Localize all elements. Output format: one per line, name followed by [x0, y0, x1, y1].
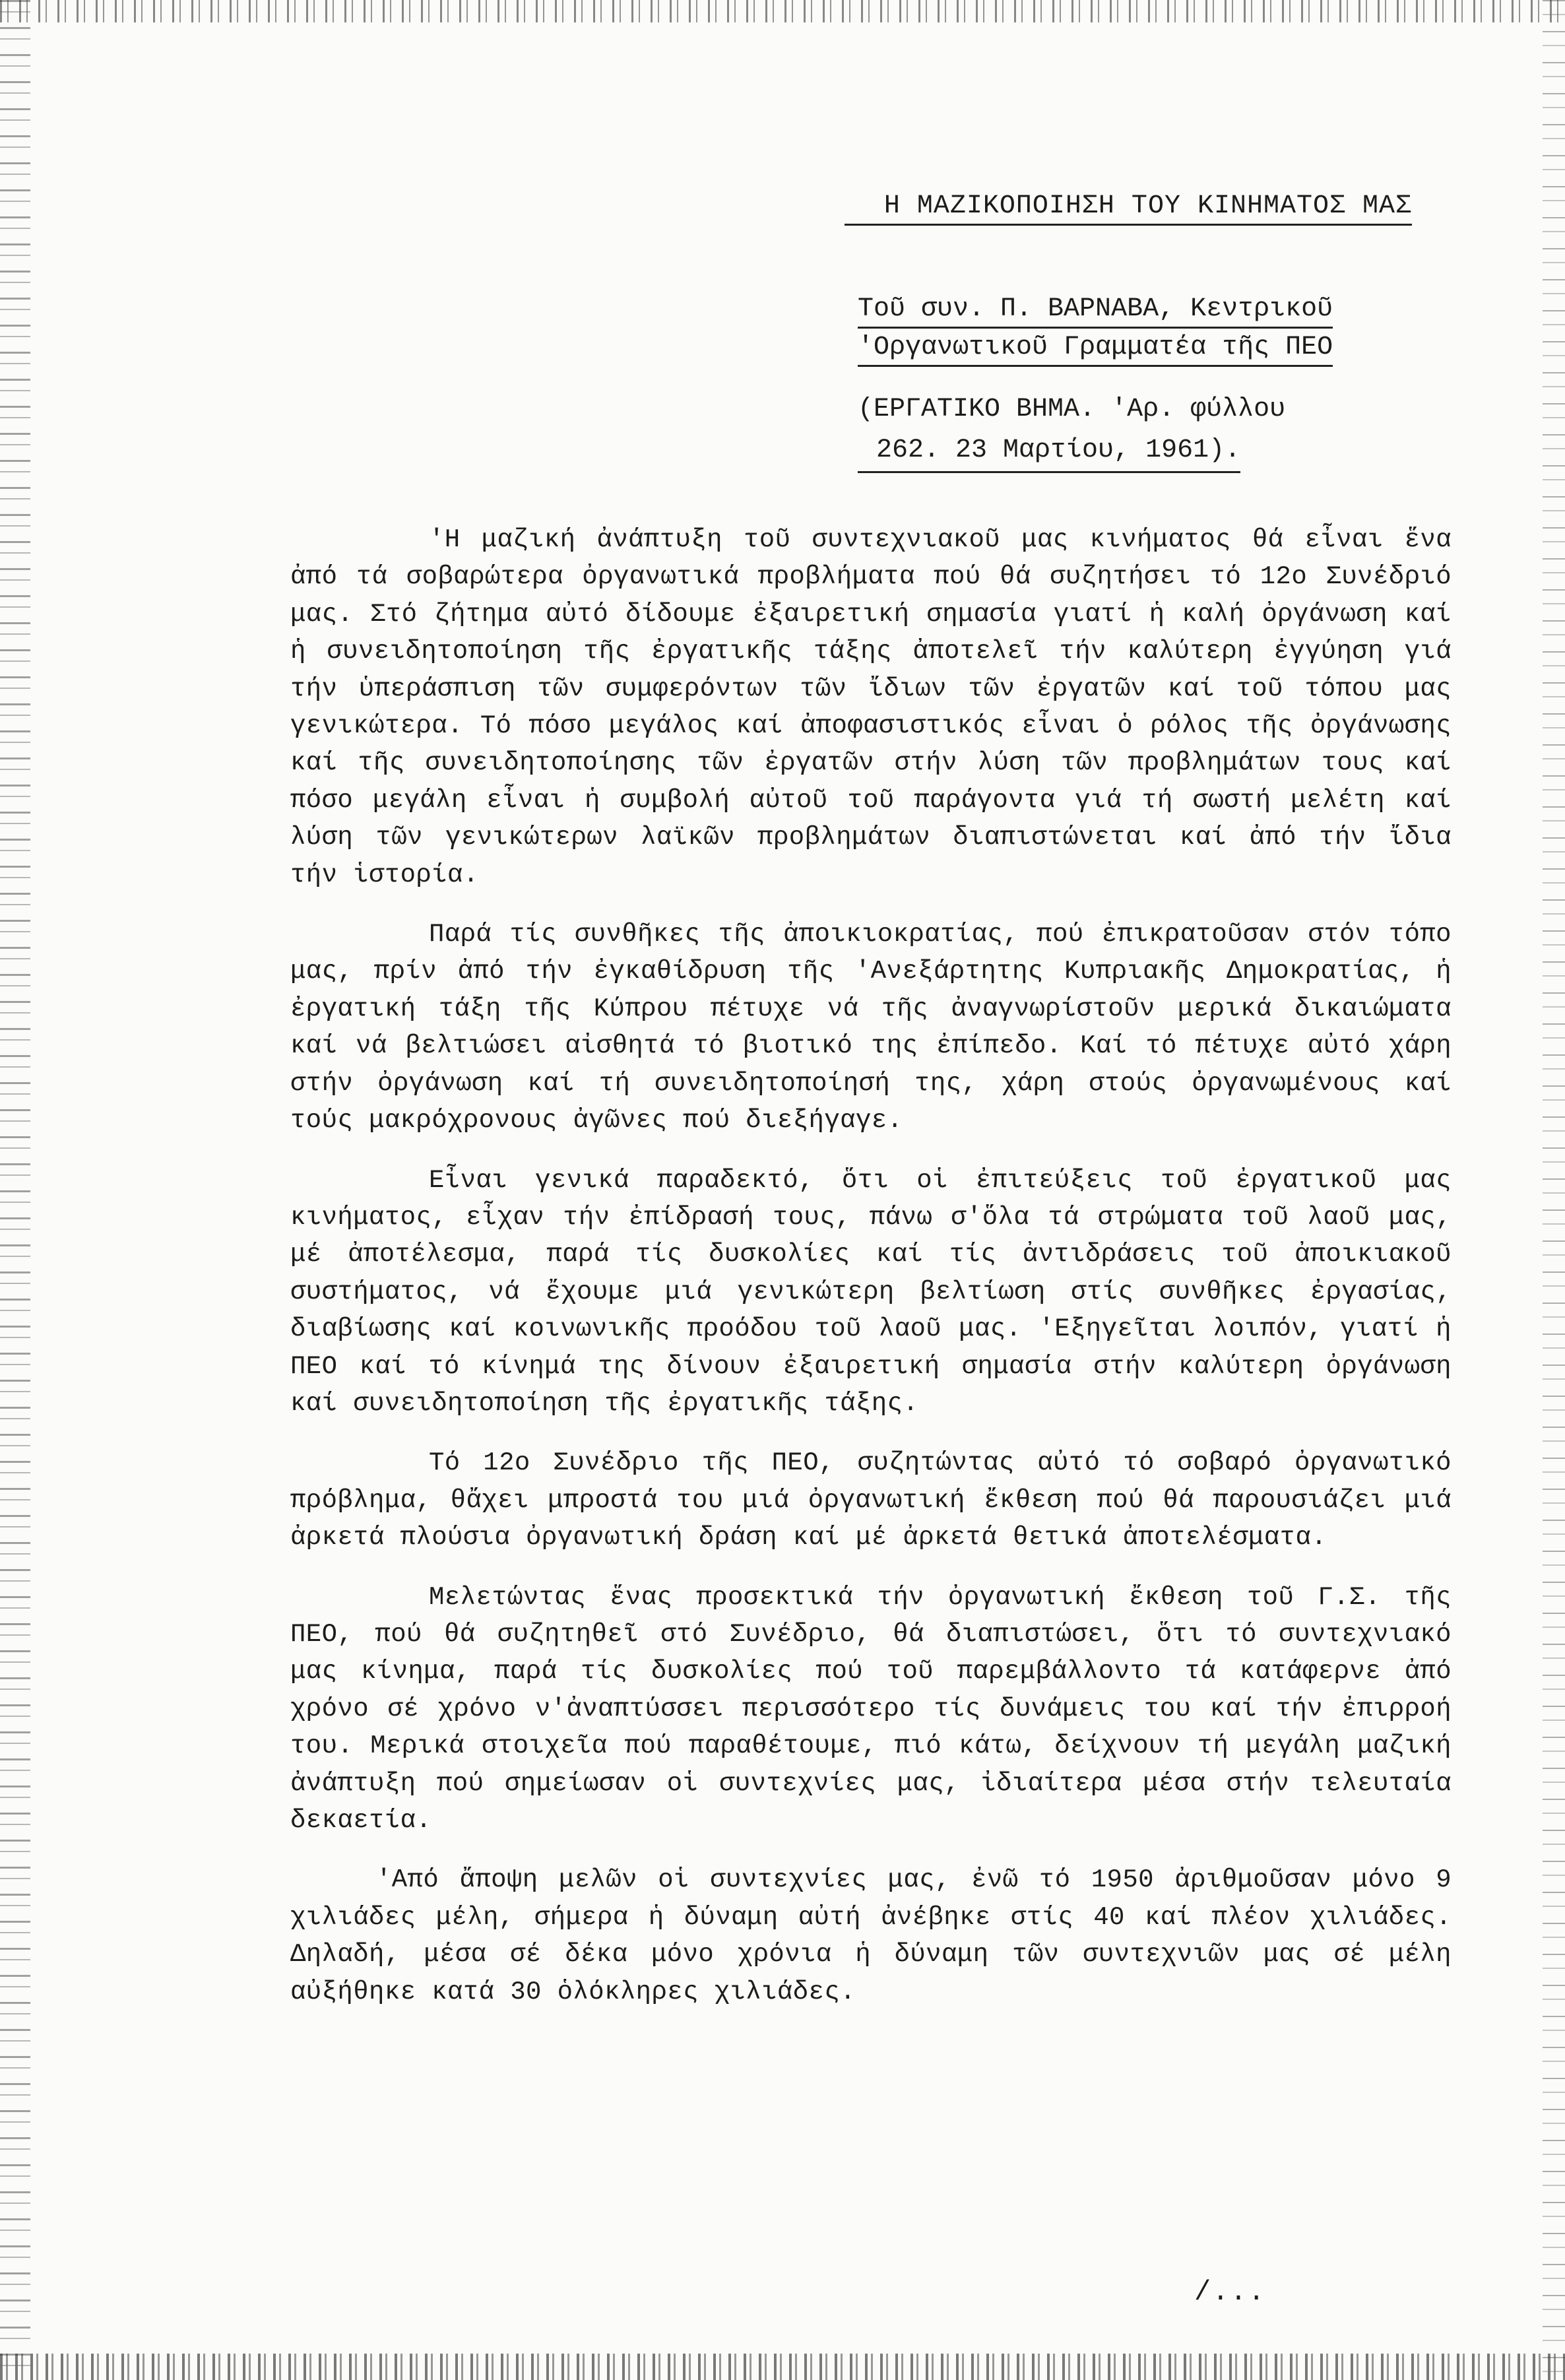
document-title: Η ΜΑΖΙΚΟΠΟΙΗΣΗ ΤΟΥ ΚΙΝΗΜΑΤΟΣ ΜΑΣ [845, 191, 1412, 226]
paragraph-1: 'Η μαζική ἀνάπτυξη τοῦ συντεχνιακοῦ μας κινήματος θά εἶναι ἕνα ἀπό τά σοβαρώτερα ὀργανωτικά προβλήματα πού θά συζητήσει τό 12ο Συνέδριό μας. Στό ζήτημα αὐτό δίδουμε ἐξαιρετική σημασία γιατί ἡ καλή ὀργάνωση καί ἡ συνειδητοποίηση τῆς ἐργατικῆς τάξης ἀποτελεῖ τήν καλύτερη ἐγγύηση γιά τήν ὑπεράσπιση τῶν συμφερόντων τῶν ἴδιων τῶν ἐργατῶν καί τοῦ τόπου μας γενικώτερα. Τό πόσο μεγάλος καί ἀποφασιστικός εἶναι ὁ ρόλος τῆς ὀργάνωσης καί τῆς συνειδητοποίησης τῶν ἐργατῶν στήν λύση τῶν προβλημάτων τους καί πόσο μεγάλη εἶναι ἡ συμβολή αὐτοῦ τοῦ παράγοντα γιά τή σωστή μελέτη καί λύση τῶν γενικώτερων λαϊκῶν προβλημάτων διαπιστώνεται καί ἀπό τήν ἴδια τήν ἱστορία. [290, 525, 1452, 889]
byline-role: 'Οργανωτικοῦ Γραμματέα τῆς ΠΕΟ [858, 331, 1333, 367]
paragraph-2: Παρά τίς συνθῆκες τῆς ἀποικιοκρατίας, πού ἐπικρατοῦσαν στόν τόπο μας, πρίν ἀπό τήν ἐγκαθίδρυση τῆς 'Ανεξάρτητης Κυπριακῆς Δημοκρατίας, ἡ ἐργατική τάξη τῆς Κύπρου πέτυχε νά τῆς ἀναγνωρίστοῦν μερικά δικαιώματα καί νά βελτιώσει αἰσθητά τό βιοτικό της ἐπίπεδο. Καί τό πέτυχε αὐτό χάρη στήν ὀργάνωση καί τή συνειδητοποίησή της, χάρη στούς ὀργανωμένους καί τούς μακρόχρονους ἀγῶνες πού διεξήγαγε. [290, 920, 1452, 1136]
byline-author: Τοῦ συν. Π. ΒΑΡΝΑΒΑ, Κεντρικοῦ [858, 292, 1333, 329]
paragraph-4: Τό 12ο Συνέδριο τῆς ΠΕΟ, συζητώντας αὐτό τό σοβαρό ὀργανωτικό πρόβλημα, θἄχει μπροστά του μιά ὀργανωτική ἔκθεση πού θά παρουσιάζει μιά ἀρκετά πλούσια ὀργανωτική δράση καί μέ ἀρκετά θετικά ἀποτελέσματα. [290, 1448, 1452, 1553]
source-citation [858, 389, 1399, 473]
source-publication: (ΕΡΓΑΤΙΚΟ ΒΗΜΑ. 'Αρ. φύλλου [858, 395, 1286, 424]
scan-noise-bottom [0, 2354, 1565, 2380]
paragraph-6: 'Από ἄποψη μελῶν οἱ συντεχνίες μας, ἐνῶ τό 1950 ἀριθμοῦσαν μόνο 9 χιλιάδες μέλη, σήμερα ἡ δύναμη αὐτή ἀνέβηκε στίς 40 καί πλέον χιλιάδες. Δηλαδή, μέσα σέ δέκα μόνο χρόνια ἡ δύναμη τῶν συντεχνιῶν μας σέ μέλη αὐξήθηκε κατά 30 ὁλόκληρες χιλιάδες. [290, 1865, 1452, 2007]
source-issue-date: 262. 23 Μαρτίου, 1961). [858, 430, 1240, 473]
byline [858, 290, 1399, 367]
scan-noise-left [0, 0, 30, 2380]
continuation-mark: /... [1194, 2276, 1266, 2308]
article-body [290, 521, 1452, 2010]
paragraph-3: Εἶναι γενικά παραδεκτό, ὅτι οἱ ἐπιτεύξεις τοῦ ἐργατικοῦ μας κινήματος, εἶχαν τήν ἐπίδρασή τους, πάνω σ'ὅλα τά στρώματα τοῦ λαοῦ μας, μέ ἀποτέλεσμα, παρά τίς δυσκολίες καί τίς ἀντιδράσεις τοῦ ἀποικιακοῦ συστήματος, νά ἔχουμε μιά γενικώτερη βελτίωση στίς συνθῆκες ἐργασίας, διαβίωσης καί κοινωνικῆς προόδου τοῦ λαοῦ μας. 'Εξηγεῖται λοιπόν, γιατί ἡ ΠΕΟ καί τό κίνημά της δίνουν ἐξαιρετική σημασία στήν καλύτερη ὀργάνωση καί συνειδητοποίηση τῆς ἐργατικῆς τάξης. [290, 1165, 1452, 1418]
paragraph-5: Μελετώντας ἕνας προσεκτικά τήν ὀργανωτική ἔκθεση τοῦ Γ.Σ. τῆς ΠΕΟ, πού θά συζητηθεῖ στό Συνέδριο, θά διαπιστώσει, ὅτι τό συντεχνιακό μας κίνημα, παρά τίς δυσκολίες πού τοῦ παρεμβάλλοντο τά κατάφερνε ἀπό χρόνο σέ χρόνο ν'ἀναπτύσσει περισσότερο τίς δυνάμεις του καί τήν ἐπιρροή του. Μερικά στοιχεῖα πού παραθέτουμε, πιό κάτω, δείχνουν τή μεγάλη μαζική ἀνάπτυξη πού σημείωσαν οἱ συντεχνίες μας, ἰδιαίτερα μέσα στήν τελευταία δεκαετία. [290, 1582, 1452, 1835]
scan-noise-top [0, 0, 1565, 22]
scan-noise-right [1543, 0, 1565, 2380]
